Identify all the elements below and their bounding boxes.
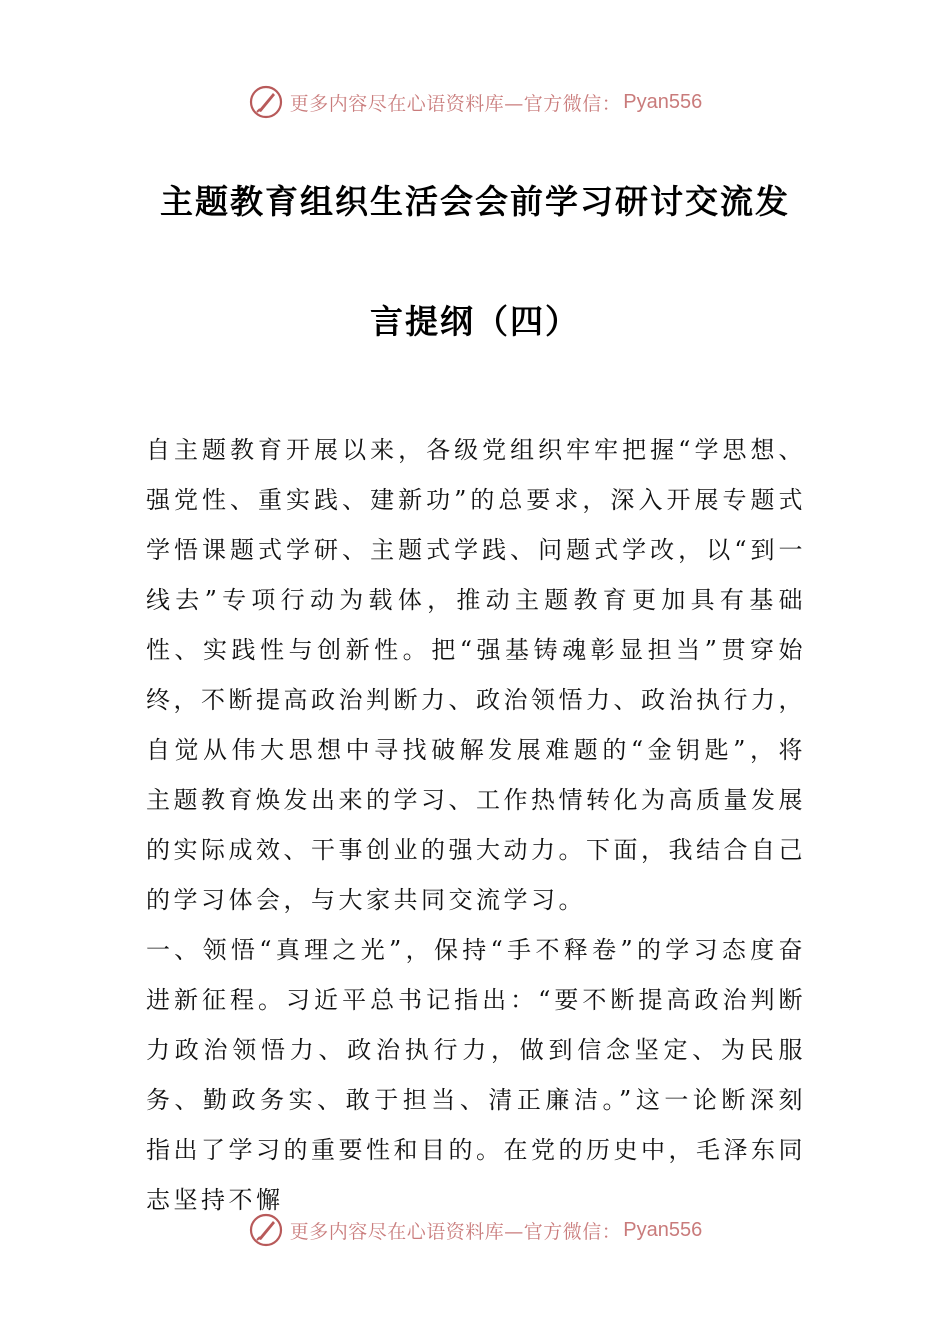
- document-title-line-1: 主题教育组织生活会会前学习研讨交流发: [160, 182, 790, 221]
- body-paragraph-section-1: 一、领悟“真理之光”，保持“手不释卷”的学习态度奋进新征程。习近平总书记指出：“要不断提高政治判断力政治领悟力、政治执行力，做到信念坚定、为民服务、勤政务实、敢于担当、清正廉洁。”这一论断深刻指出了学习的重要性和目的。在党的历史中，毛泽东同志坚持不懈: [146, 936, 806, 1214]
- document-body: [146, 425, 806, 1225]
- footer-watermark: [0, 1208, 950, 1252]
- watermark-text: 更多内容尽在心语资料库—官方微信：: [289, 92, 622, 115]
- body-paragraph-intro: 自主题教育开展以来，各级党组织牢牢把握“学思想、强党性、重实践、建新功”的总要求，深入开展专题式学悟课题式学研、主题式学践、问题式学改，以“到一线去”专项行动为载体，推动主题教育更加具有基础性、实践性与创新性。把“强基铸魂彰显担当”贯穿始终，不断提高政治判断力、政治领悟力、政治执行力，自觉从伟大思想中寻找破解发展难题的“金钥匙”，将主题教育焕发出来的学习、工作热情转化为高质量发展的实际成效、干事创业的强大动力。下面，我结合自己的学习体会，与大家共同交流学习。: [146, 436, 806, 914]
- document-title-line-2: 言提纲（四）: [370, 302, 580, 341]
- quill-logo-icon: [248, 84, 284, 120]
- header-watermark: [0, 80, 950, 124]
- watermark-wechat-id: Pyan556: [623, 1218, 703, 1241]
- quill-logo-icon: [248, 1212, 284, 1248]
- watermark-text: 更多内容尽在心语资料库—官方微信：: [289, 1220, 622, 1243]
- watermark-wechat-id: Pyan556: [623, 90, 703, 113]
